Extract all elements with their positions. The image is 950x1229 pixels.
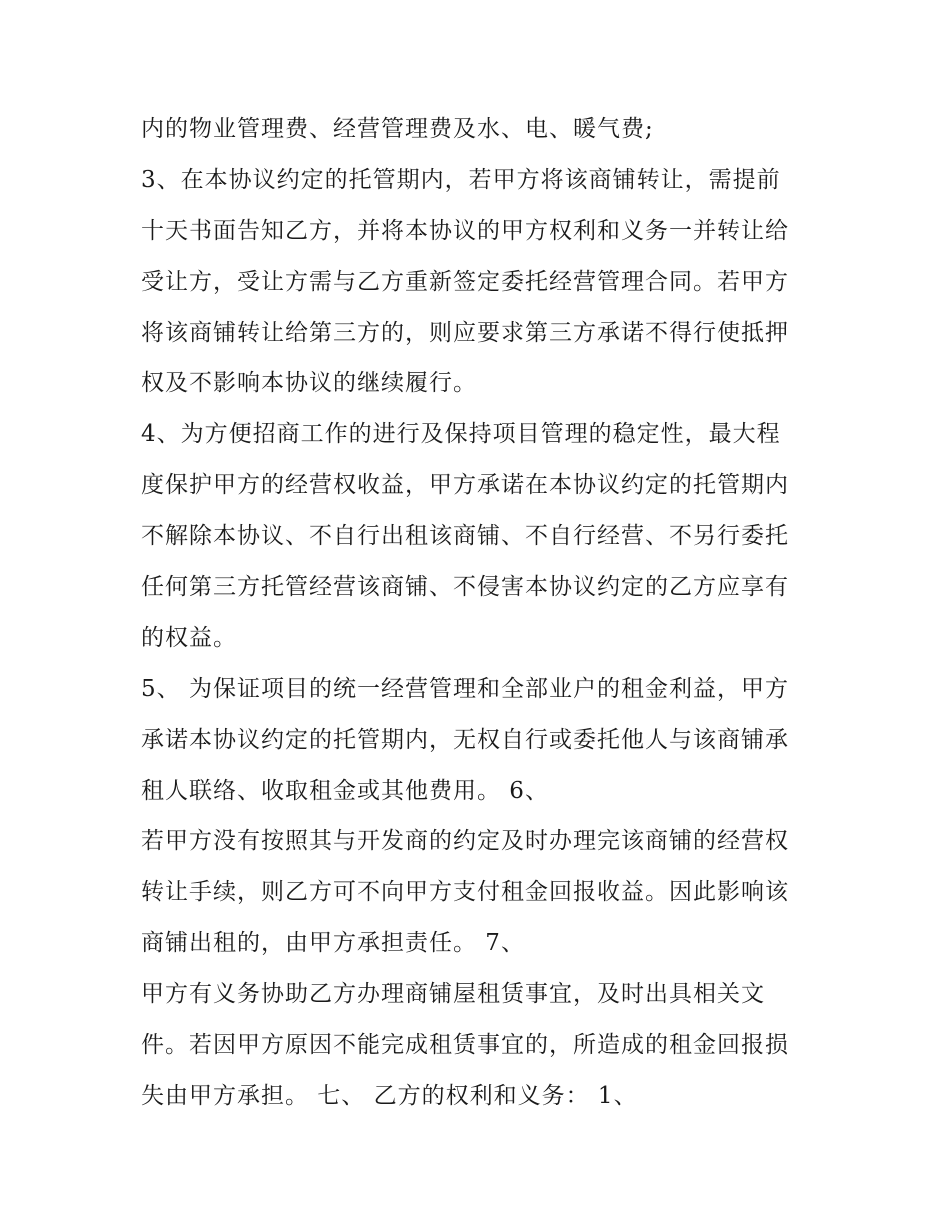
text-line: 件。若因甲方原因不能完成租赁事宜的，所造成的租金回报损: [141, 1032, 789, 1059]
text-line: 转让手续，则乙方可不向甲方支付租金回报收益。因此影响该: [141, 879, 789, 906]
text-line: 承诺本协议约定的托管期内，无权自行或委托他人与该商铺承: [141, 726, 789, 753]
text-line: 商铺出租的，由甲方承担责任。 7、: [141, 930, 525, 957]
text-line: 5、 为保证项目的统一经营管理和全部业户的租金利益，甲方: [141, 675, 789, 702]
text-line: 的权益。: [141, 624, 237, 651]
text-line: 甲方有义务协助乙方办理商铺屋租赁事宜，及时出具相关文: [141, 981, 765, 1008]
text-line: 任何第三方托管经营该商铺、不侵害本协议约定的乙方应享有: [141, 574, 789, 601]
text-line: 十天书面告知乙方，并将本协议的甲方权利和义务一并转让给: [141, 217, 789, 244]
text-line: 将该商铺转让给第三方的，则应要求第三方承诺不得行使抵押: [141, 319, 789, 346]
text-line: 若甲方没有按照其与开发商的约定及时办理完该商铺的经营权: [141, 828, 789, 855]
text-line: 度保护甲方的经营权收益，甲方承诺在本协议约定的托管期内: [141, 472, 789, 499]
text-line: 租人联络、收取租金或其他费用。 6、: [141, 777, 549, 804]
text-line: 不解除本协议、不自行出租该商铺、不自行经营、不另行委托: [141, 523, 789, 550]
text-line: 3、在本协议约定的托管期内，若甲方将该商铺转让，需提前: [141, 166, 781, 193]
text-line: 权及不影响本协议的继续履行。: [141, 370, 477, 397]
text-line: 失由甲方承担。 七、 乙方的权利和义务： 1、: [141, 1082, 638, 1109]
text-line: 4、为方便招商工作的进行及保持项目管理的稳定性，最大程: [141, 421, 781, 448]
text-line: 内的物业管理费、经营管理费及水、电、暖气费;: [141, 116, 654, 142]
text-line: 受让方，受让方需与乙方重新签定委托经营管理合同。若甲方: [141, 268, 789, 295]
document-body: [141, 104, 821, 1122]
